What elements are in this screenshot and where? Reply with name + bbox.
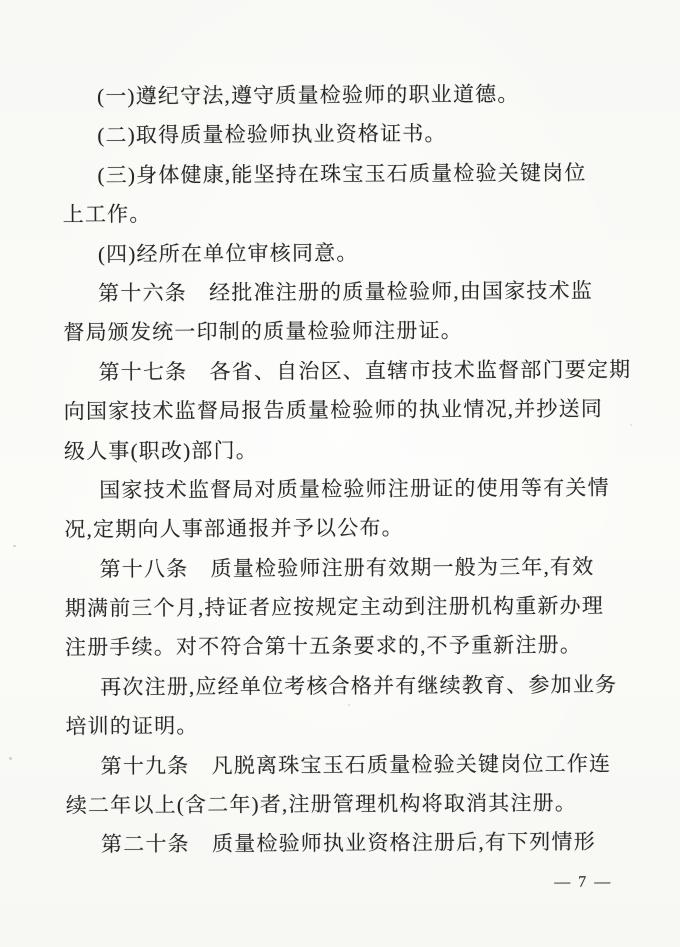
text-line: 第十七条 各省、自治区、直辖市技术监督部门要定期 (98, 357, 632, 385)
text-line: 第十六条 经批准注册的质量检验师,由国家技术监 (98, 278, 594, 306)
text-line: (二)取得质量检验师执业资格证书。 (97, 121, 447, 148)
text-line: (一)遵纪守法,遵守质量检验师的职业道德。 (97, 82, 520, 109)
text-line: 注册手续。对不符合第十五条要求的,不予重新注册。 (64, 633, 583, 660)
text-line: 再次注册,应经单位考核合格并有继续教育、参加业务 (100, 672, 618, 700)
text-line: 期满前三个月,持证者应按规定主动到注册机构重新办理 (64, 593, 605, 621)
scan-speck (630, 424, 632, 426)
text-line: 上工作。 (62, 202, 152, 227)
text-line: 况,定期向人事部通报并予以公布。 (64, 515, 404, 542)
text-line: 级人事(职改)部门。 (63, 437, 259, 463)
text-line: (四)经所在单位审核同意。 (97, 240, 359, 266)
text-line: 第二十条 质量检验师执业资格注册后,有下列情形 (100, 830, 596, 857)
page-number: — 7 — (554, 873, 613, 891)
text-line: 培训的证明。 (65, 714, 199, 739)
text-line: 国家技术监督局对质量检验师注册证的使用等有关情 (99, 475, 610, 503)
scan-speck (13, 545, 16, 547)
scan-speck (9, 757, 12, 760)
text-line: 督局颁发统一印制的质量检验师注册证。 (63, 318, 464, 345)
document-text-block (62, 75, 632, 905)
text-line: 第十八条 质量检验师注册有效期一般为三年,有效 (99, 554, 595, 581)
text-line: 第十九条 凡脱离珠宝玉石质量检验关键岗位工作连 (100, 751, 612, 778)
text-line: (三)身体健康,能坚持在珠宝玉石质量检验关键岗位 (97, 160, 587, 188)
scan-speck (348, 704, 350, 706)
text-line: 向国家技术监督局报告质量检验师的执业情况,并抄送同 (63, 396, 604, 424)
text-line: 续二年以上(含二年)者,注册管理机构将取消其注册。 (65, 790, 578, 818)
